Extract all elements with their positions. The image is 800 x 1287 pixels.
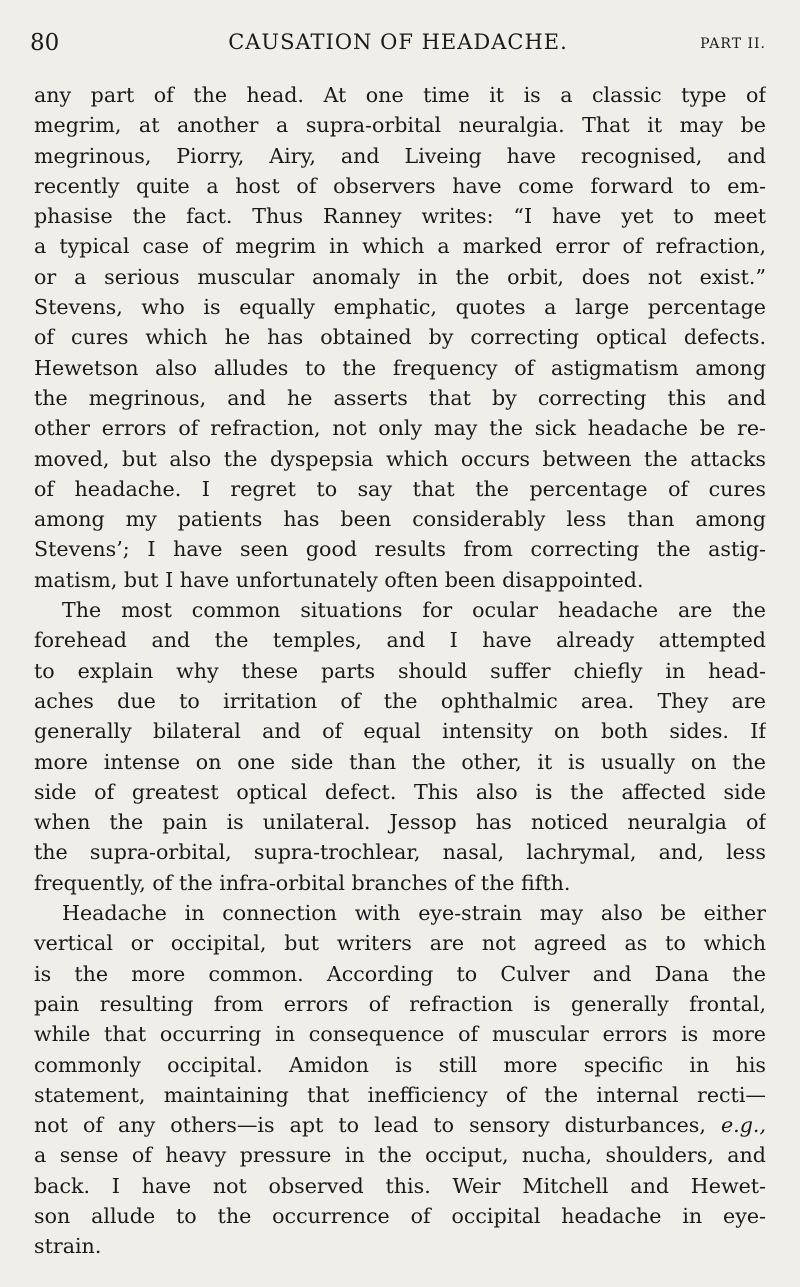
text-line: recently quite a host of observers have come forward to em- [34,173,766,198]
text-line: statement, maintaining that inefficiency of the internal recti— [34,1082,766,1107]
text-line: when the pain is unilateral. Jessop has noticed neuralgia of [34,810,766,835]
text-line: among my patients has been considerably less than among [34,507,766,532]
text-line: to explain why these parts should suffer chiefly in head- [34,658,766,683]
text-span: not of any others—is apt to lead to sensory disturbances, [34,1113,706,1138]
text-line: frequently, of the infra-orbital branches of the fifth. [34,870,571,895]
text-line: of headache. I regret to say that the percentage of cures [34,476,766,501]
text-line: phasise the fact. Thus Ranney writes: “I have yet to meet [34,204,766,229]
text-line: Stevens, who is equally emphatic, quotes a large percentage [34,295,766,320]
text-line: The most common situations for ocular headache are the [62,598,766,623]
text-line: son allude to the occurrence of occipital headache in eye- [34,1203,766,1228]
text-line: side of greatest optical defect. This also is the affected side [34,779,766,804]
text-line: the supra-orbital, supra-trochlear, nasal, lachrymal, and, less [34,840,766,865]
page-header [30,30,766,64]
text-line: Stevens’; I have seen good results from correcting the astig- [34,537,766,562]
text-line: Hewetson also alludes to the frequency of astigmatism among [34,355,766,380]
text-line: Headache in connection with eye-strain may also be either [62,901,766,926]
text-line: back. I have not observed this. Weir Mitchell and Hewet- [34,1173,766,1198]
text-line: other errors of refraction, not only may the sick headache be re- [34,416,766,441]
text-line-with-italic [34,1110,766,1140]
part-label: PART II. [700,36,766,52]
text-line: matism, but I have unfortunately often been disappointed. [34,567,644,592]
text-line: megrinous, Piorry, Airy, and Liveing have recognised, and [34,143,766,168]
text-line: or a serious muscular anomaly in the orbit, does not exist.” [34,264,766,289]
text-line: a sense of heavy pressure in the occiput, nucha, shoulders, and [34,1143,766,1168]
text-line: a typical case of megrim in which a marked error of refraction, [34,234,766,259]
text-line: the megrinous, and he asserts that by correcting this and [34,385,766,410]
text-line: generally bilateral and of equal intensity on both sides. If [34,719,766,744]
text-line: more intense on one side than the other, it is usually on the [34,749,766,774]
text-line: while that occurring in consequence of muscular errors is more [34,1022,766,1047]
text-line: strain. [34,1234,102,1259]
text-line: aches due to irritation of the ophthalmic area. They are [34,688,766,713]
page-number: 80 [30,30,60,56]
text-line: vertical or occipital, but writers are not agreed as to which [34,931,766,956]
running-title: CAUSATION OF HEADACHE. [228,30,568,54]
text-line: commonly occipital. Amidon is still more specific in his [34,1052,766,1077]
text-line: pain resulting from errors of refraction is generally frontal, [34,991,766,1016]
text-line: moved, but also the dyspepsia which occurs between the attacks [34,446,766,471]
italic-abbreviation: e.g., [721,1113,766,1138]
text-line: is the more common. According to Culver and Dana the [34,961,766,986]
text-line: megrim, at another a supra-orbital neuralgia. That it may be [34,113,766,138]
body-text [34,80,766,1262]
text-line: any part of the head. At one time it is a classic type of [34,83,766,107]
text-line: forehead and the temples, and I have already attempted [34,628,766,653]
text-line: of cures which he has obtained by correcting optical defects. [34,325,766,350]
